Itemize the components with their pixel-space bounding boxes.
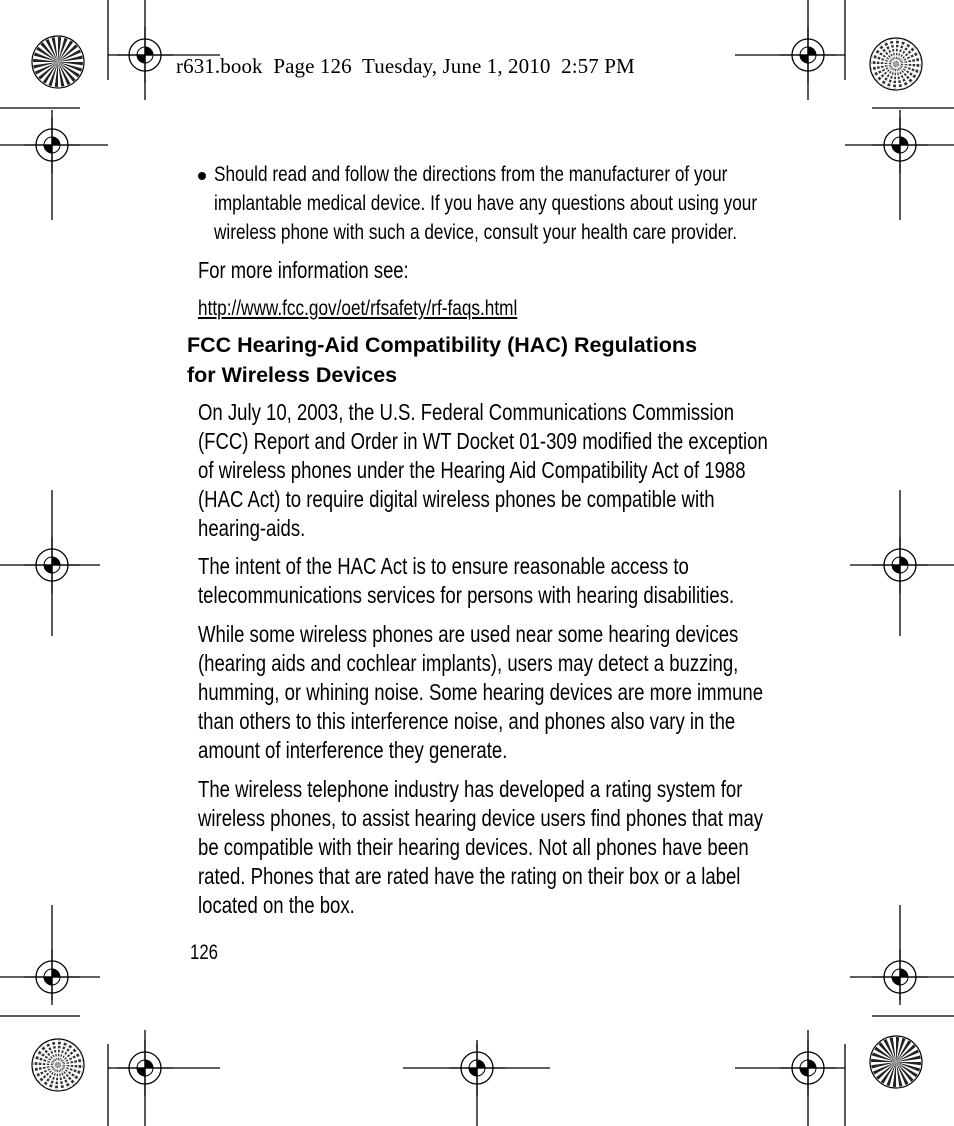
paragraph-line: On July 10, 2003, the U.S. Federal Communications Commission xyxy=(198,399,735,425)
paragraph-line: rated. Phones that are rated have the rating on their box or a label xyxy=(198,863,741,889)
paragraph-line: While some wireless phones are used near some hearing devices xyxy=(198,621,739,647)
paragraph-line: hearing-aids. xyxy=(198,515,306,541)
print-slug-line: r631.book Page 126 Tuesday, June 1, 2010 2:57 PM xyxy=(176,54,635,78)
paragraph-line: The wireless telephone industry has developed a rating system for xyxy=(198,776,743,802)
paragraph-line: telecommunications services for persons with hearing disabilities. xyxy=(198,582,735,608)
bullet-line: Should read and follow the directions from the manufacturer of your xyxy=(214,162,728,186)
more-info-label: For more information see: xyxy=(198,257,409,283)
heading-line: for Wireless Devices xyxy=(187,363,398,387)
paragraph-line: humming, or whining noise. Some hearing devices are more immune xyxy=(198,679,764,705)
page-number: 126 xyxy=(190,941,219,964)
paragraph-line: be compatible with their hearing devices. Not all phones have been xyxy=(198,834,749,860)
bullet-line: implantable medical device. If you have any questions about using your xyxy=(214,191,758,215)
paragraph-rating-system xyxy=(198,775,763,920)
fcc-faq-link[interactable]: http://www.fcc.gov/oet/rfsafety/rf-faqs.html xyxy=(198,296,518,320)
paragraph-line: than others to this interference noise, and phones also vary in the xyxy=(198,708,736,734)
paragraph-line: wireless phones, to assist hearing device users find phones that may xyxy=(198,805,764,831)
paragraph-interference xyxy=(198,620,763,765)
bullet-text xyxy=(214,160,757,247)
paragraph-fcc-order xyxy=(198,398,768,543)
paragraph-line: amount of interference they generate. xyxy=(198,737,508,763)
paragraph-line: (FCC) Report and Order in WT Docket 01-309 modified the exception xyxy=(198,428,768,454)
paragraph-line: (hearing aids and cochlear implants), users may detect a buzzing, xyxy=(198,650,739,676)
heading-line: FCC Hearing-Aid Compatibility (HAC) Regulations xyxy=(187,333,698,357)
bullet-line: wireless phone with such a device, consult your health care provider. xyxy=(214,220,737,244)
section-heading xyxy=(187,330,697,390)
paragraph-line: of wireless phones under the Hearing Aid Compatibility Act of 1988 xyxy=(198,457,746,483)
paragraph-line: located on the box. xyxy=(198,892,355,918)
paragraph-hac-intent xyxy=(198,552,734,610)
paragraph-line: (HAC Act) to require digital wireless phones be compatible with xyxy=(198,486,715,512)
paragraph-line: The intent of the HAC Act is to ensure reasonable access to xyxy=(198,553,689,579)
bullet-dot-icon xyxy=(198,172,206,180)
